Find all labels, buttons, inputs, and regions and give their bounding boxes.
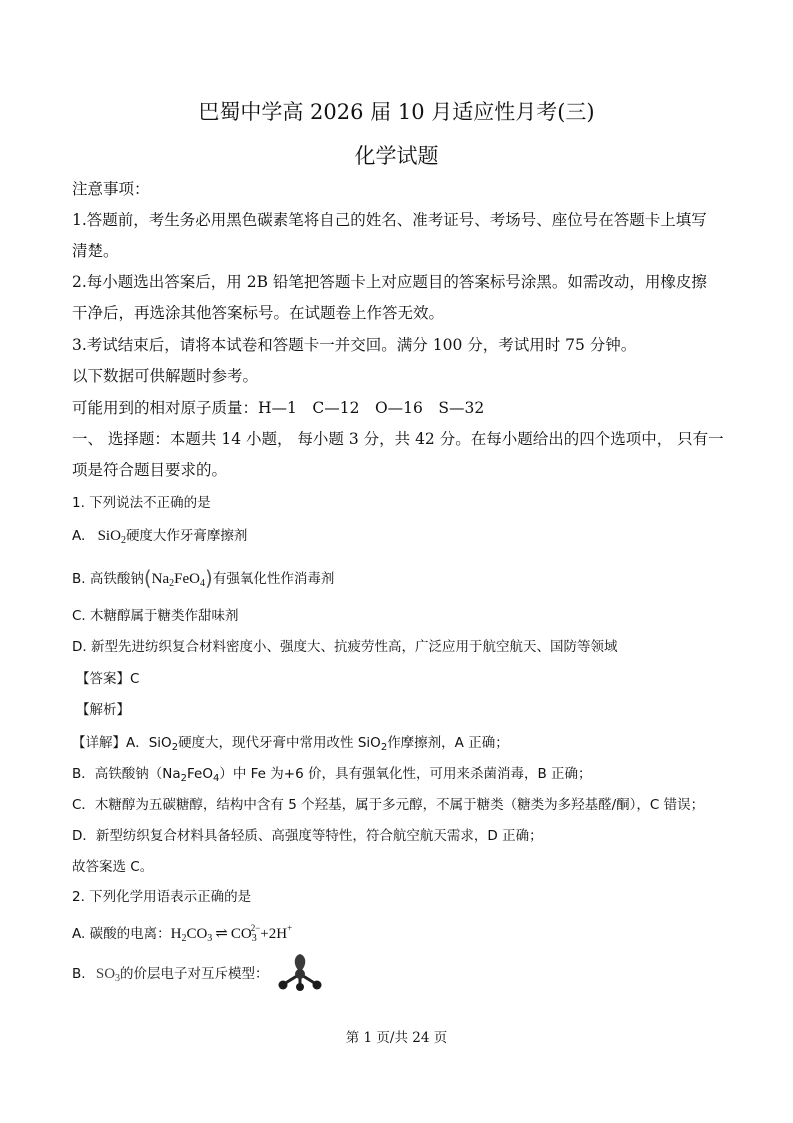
central-atom [295, 969, 305, 979]
notice-item-2-line-2: 干净后，再选涂其他答案标号。在试题卷上作答无效。 [72, 304, 445, 322]
equilibrium-arrow: ⇌ [215, 926, 228, 942]
outer-atom-right [313, 981, 322, 990]
outer-atom-bottom [296, 983, 304, 991]
detail-d: D．新型纺织复合材料具备轻质、高强度等特性，符合航空航天需求，D 正确； [72, 828, 543, 844]
notice-heading: 注意事项： [72, 180, 150, 198]
exam-title: 巴蜀中学高 2026 届 10 月适应性月考(三) [198, 100, 595, 124]
so3-formula: $SO_3$ [95, 966, 121, 984]
question-1-option-c: C. 木糖醇属于糖类作甜味剂 [72, 608, 239, 624]
answer-line [76, 667, 139, 687]
section-1-intro-line-2: 项是符合题目要求的。 [72, 461, 228, 479]
outer-atom-left [279, 981, 288, 990]
detail-label: 【详解】 [72, 735, 126, 751]
answer-label: 【答案】 [76, 671, 130, 687]
page-footer: 第 1 页/共 24 页 [345, 1030, 448, 1046]
exam-subtitle: 化学试题 [354, 144, 439, 168]
notice-item-3: 3.考试结束后，请将本试卷和答题卡一并交回。满分 100 分，考试用时 75 分钟。 [72, 336, 637, 354]
question-2-option-a: A. 碳酸的电离：$H_2CO_3$ ⇌ $CO_3^{2-}+2H^+$ [72, 923, 293, 944]
question-1-option-a: A. SiO$_2$硬度大作牙膏摩擦剂 [72, 528, 248, 546]
analysis-label: 【解析】 [76, 702, 130, 718]
carbonic-acid-ionization-equation: $H_2CO_3$ ⇌ $CO_3^{2-}+2H^+$ [170, 923, 293, 944]
notice-item-1-line-1: 1.答题前，考生务必用黑色碳素笔将自己的姓名、准考证号、考场号、座位号在答题卡上填写 [72, 211, 707, 229]
notice-item-1-line-2: 清楚。 [72, 242, 119, 260]
question-1-stem: 1. 下列说法不正确的是 [72, 495, 211, 511]
notice-item-2-line-1: 2.每小题选出答案后，用 2B 铅笔把答题卡上对应题目的答案标号涂黑。如需改动，用橡皮擦 [72, 273, 707, 291]
answer-value: C [130, 671, 140, 687]
question-2-stem: 2. 下列化学用语表示正确的是 [72, 889, 252, 905]
section-1-intro-line-1: 一、 选择题：本题共 14 小题， 每小题 3 分，共 42 分。在每小题给出的四个选项中， 只有一 [72, 430, 724, 448]
sio2-formula: SiO$_2$ [97, 528, 126, 546]
question-2-option-b: B. $SO_3$的价层电子对互斥模型： [72, 966, 269, 984]
question-1-option-b: B. 高铁酸钠$(Na_2FeO_4)$有强氧化性作消毒剂 [72, 566, 335, 590]
na2feo4-formula: $Na_2FeO_4$ [151, 571, 206, 589]
conclusion: 故答案选 C。 [72, 859, 154, 875]
atomic-masses: 可能用到的相对原子质量：H—1 C—12 O—16 S—32 [72, 399, 485, 417]
detail-a: 【详解】A．SiO$_2$硬度大，现代牙膏中常用改性 SiO$_2$作摩擦剂，A 正确； [72, 735, 509, 753]
detail-b: B．高铁酸钠$(Na_2FeO_4)$中 Fe 为+6 价，具有强氧化性，可用来杀菌消毒，B 正确； [72, 766, 592, 784]
question-1-option-d: D. 新型先进纺织复合材料密度小、强度大、抗疲劳性高，广泛应用于航空航天、国防等领域 [72, 639, 618, 655]
data-note: 以下数据可供解题时参考。 [72, 367, 259, 385]
vsepr-model-diagram [276, 952, 324, 992]
detail-c: C．木糖醇为五碳糖醇，结构中含有 5 个羟基，属于多元醇，不属于糖类（糖类为多羟基醛/酮），C 错误； [72, 797, 705, 813]
